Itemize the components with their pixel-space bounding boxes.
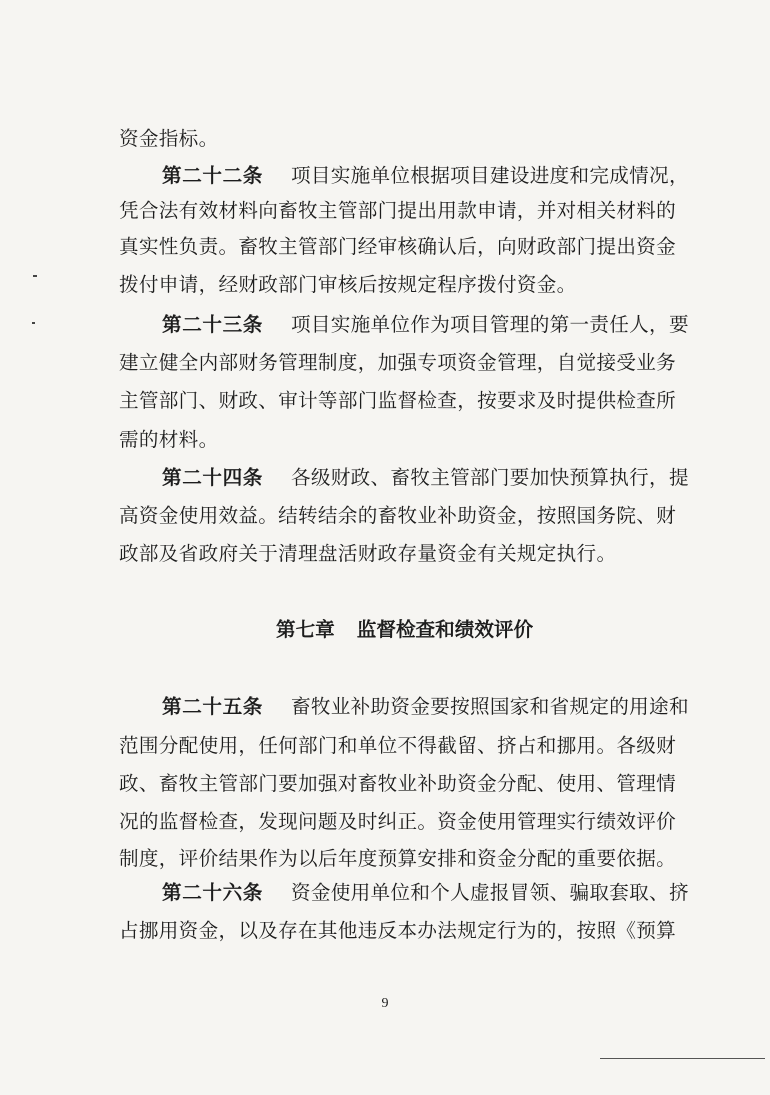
article-number: 第二十五条 bbox=[162, 695, 263, 718]
text-line bbox=[119, 503, 676, 529]
line-text: 政、畜牧主管部门要加强对畜牧业补助资金分配、使用、管理情 bbox=[119, 772, 677, 795]
article-number: 第二十六条 bbox=[162, 881, 263, 904]
chapter-heading bbox=[276, 617, 533, 643]
article-heading-line bbox=[162, 465, 689, 491]
line-text: 项目实施单位作为项目管理的第一责任人，要 bbox=[290, 313, 689, 336]
line-text: 政部及省政府关于清理盘活财政存量资金有关规定执行。 bbox=[119, 542, 617, 565]
text-line bbox=[119, 846, 676, 872]
chapter-title: 监督检查和绩效评价 bbox=[356, 618, 534, 641]
text-line bbox=[119, 198, 676, 224]
line-text: 真实性负责。畜牧主管部门经审核确认后，向财政部门提出资金 bbox=[119, 235, 677, 258]
text-line bbox=[119, 427, 218, 453]
text-line bbox=[119, 126, 218, 152]
text-line bbox=[119, 234, 676, 260]
text-line bbox=[119, 733, 676, 759]
article-heading-line bbox=[162, 694, 689, 720]
line-text: 凭合法有效材料向畜牧主管部门提出用款申请，并对相关材料的 bbox=[119, 199, 677, 222]
chapter-number: 第七章 bbox=[276, 618, 335, 641]
line-text: 资金使用单位和个人虚报冒领、骗取套取、挤 bbox=[290, 881, 689, 904]
text-line bbox=[119, 388, 676, 414]
article-heading-line bbox=[162, 880, 689, 906]
article-heading-line bbox=[162, 312, 689, 338]
text-line bbox=[119, 771, 676, 797]
article-number: 第二十二条 bbox=[162, 164, 263, 187]
text-line bbox=[119, 918, 676, 944]
text-line bbox=[119, 541, 616, 567]
line-text: 高资金使用效益。结转结余的畜牧业补助资金，按照国务院、财 bbox=[119, 504, 677, 527]
scan-mark bbox=[33, 275, 37, 277]
line-text: 主管部门、财政、审计等部门监督检查，按要求及时提供检查所 bbox=[119, 389, 677, 412]
bottom-rule bbox=[600, 1058, 765, 1059]
scan-mark bbox=[32, 322, 35, 324]
text-line bbox=[119, 350, 676, 376]
article-heading-line bbox=[162, 163, 689, 189]
line-text: 拨付申请，经财政部门审核后按规定程序拨付资金。 bbox=[119, 273, 577, 296]
text-line bbox=[119, 272, 577, 298]
article-number: 第二十四条 bbox=[162, 466, 263, 489]
line-text: 制度，评价结果作为以后年度预算安排和资金分配的重要依据。 bbox=[119, 847, 677, 870]
line-text: 项目实施单位根据项目建设进度和完成情况， bbox=[290, 164, 689, 187]
line-text: 各级财政、畜牧主管部门要加快预算执行，提 bbox=[290, 466, 689, 489]
line-text: 畜牧业补助资金要按照国家和省规定的用途和 bbox=[290, 695, 689, 718]
line-text: 范围分配使用，任何部门和单位不得截留、挤占和挪用。各级财 bbox=[119, 734, 677, 757]
article-number: 第二十三条 bbox=[162, 313, 263, 336]
line-text: 需的材料。 bbox=[119, 428, 219, 451]
line-text: 资金指标。 bbox=[119, 127, 219, 150]
line-text: 占挪用资金，以及存在其他违反本办法规定行为的，按照《预算 bbox=[119, 919, 677, 942]
line-text: 建立健全内部财务管理制度，加强专项资金管理，自觉接受业务 bbox=[119, 351, 677, 374]
page-number: 9 bbox=[381, 996, 389, 1011]
line-text: 况的监督检查，发现问题及时纠正。资金使用管理实行绩效评价 bbox=[119, 810, 677, 833]
text-line bbox=[119, 809, 676, 835]
